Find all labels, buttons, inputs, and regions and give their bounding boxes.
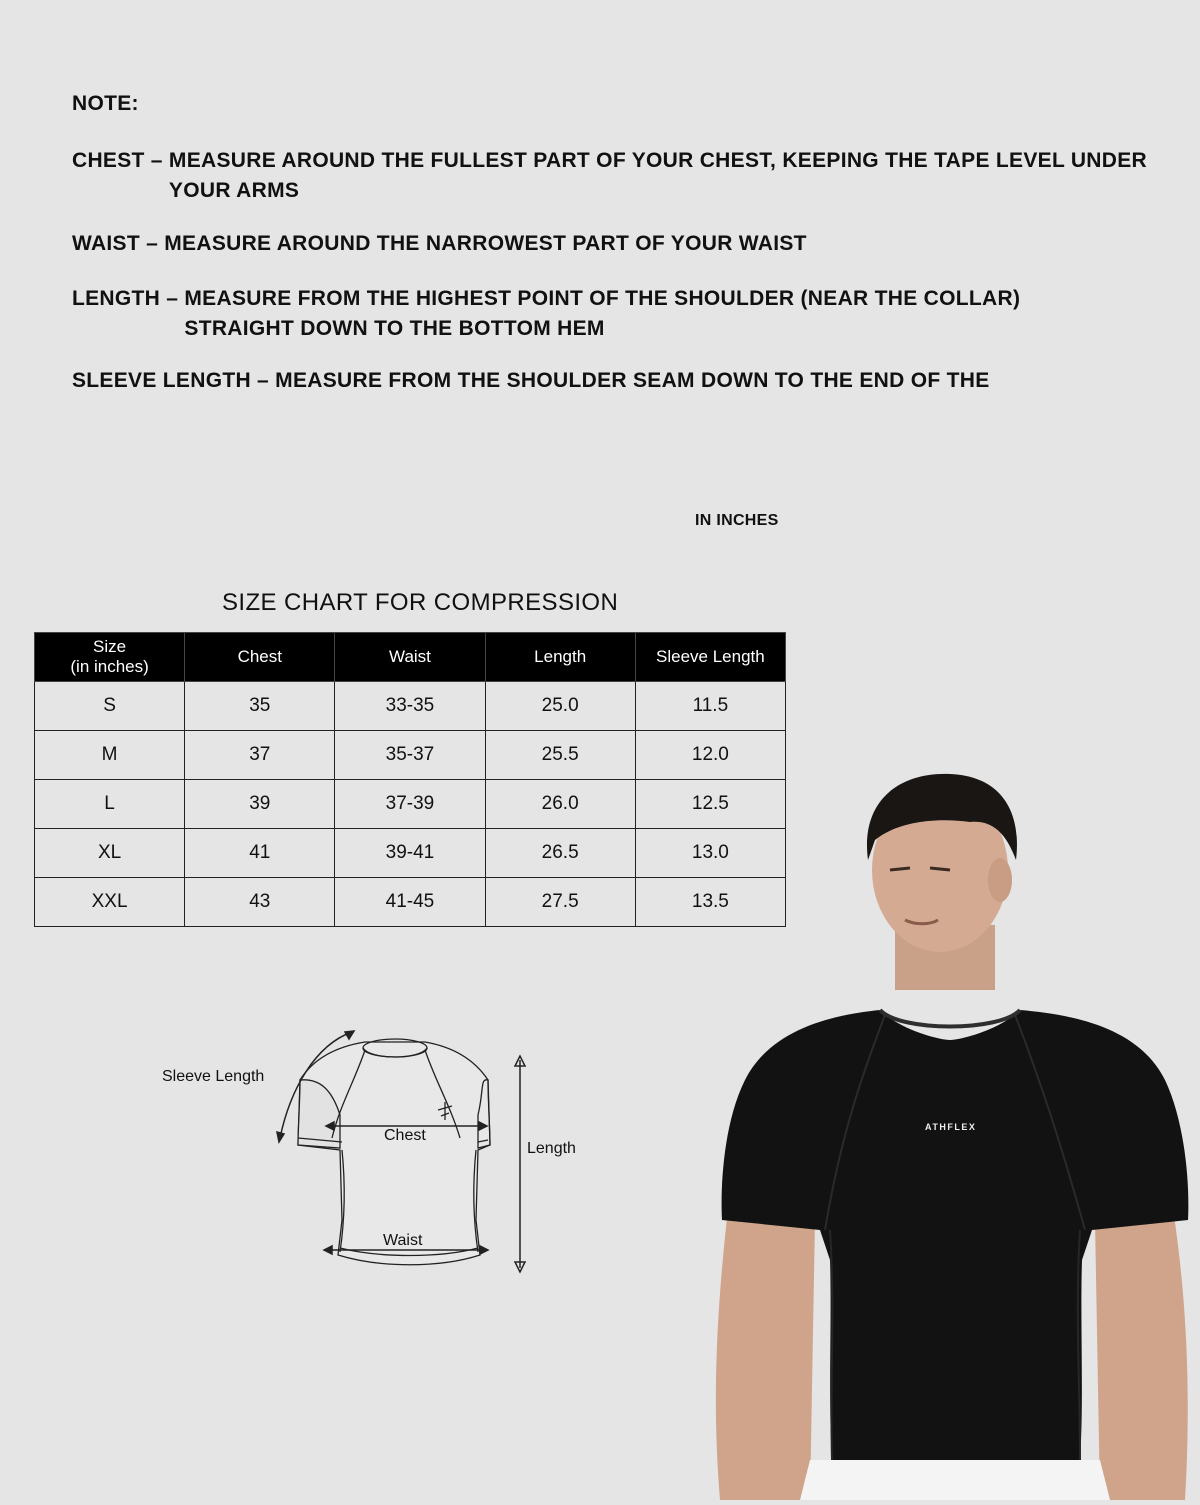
table-row <box>35 682 786 731</box>
cell-waist: 41-45 <box>335 878 485 927</box>
cell-sleeve-length: 13.5 <box>635 878 785 927</box>
cell-waist: 35-37 <box>335 731 485 780</box>
cell-chest: 41 <box>185 829 335 878</box>
note-term: WAIST – <box>72 232 165 255</box>
unit-label: IN INCHES <box>695 512 779 529</box>
table-row <box>35 731 786 780</box>
note-chest <box>72 146 1172 206</box>
note-desc: MEASURE FROM THE SHOULDER SEAM DOWN TO THE END OF THE <box>275 369 990 392</box>
cell-length: 27.5 <box>485 878 635 927</box>
note-sleeve-length <box>72 366 1172 396</box>
cell-size: XL <box>35 829 185 878</box>
waist-label: Waist <box>383 1232 423 1249</box>
chart-title: SIZE CHART FOR COMPRESSION <box>222 589 619 616</box>
note-term: CHEST – <box>72 149 169 172</box>
cell-length: 25.0 <box>485 682 635 731</box>
note-length <box>72 284 1132 344</box>
table-header-row <box>35 633 786 682</box>
note-desc: MEASURE AROUND THE NARROWEST PART OF YOUR WAIST <box>164 232 807 255</box>
header-chest: Chest <box>185 633 335 682</box>
header-length: Length <box>485 633 635 682</box>
chest-label: Chest <box>384 1127 426 1144</box>
cell-waist: 37-39 <box>335 780 485 829</box>
cell-chest: 37 <box>185 731 335 780</box>
sleeve-length-label: Sleeve Length <box>162 1068 265 1085</box>
size-table <box>34 632 786 927</box>
note-term: SLEEVE LENGTH – <box>72 369 276 392</box>
table-row <box>35 878 786 927</box>
cell-chest: 43 <box>185 878 335 927</box>
cell-chest: 35 <box>185 682 335 731</box>
table-row <box>35 829 786 878</box>
cell-sleeve-length: 12.5 <box>635 780 785 829</box>
cell-size: S <box>35 682 185 731</box>
cell-length: 25.5 <box>485 731 635 780</box>
note-term: LENGTH – <box>72 287 185 310</box>
note-desc: MEASURE FROM THE HIGHEST POINT OF THE SHOULDER (NEAR THE COLLAR) STRAIGHT DOWN TO THE BOTTOM HEM <box>184 287 1021 340</box>
cell-waist: 33-35 <box>335 682 485 731</box>
note-title: NOTE: <box>72 92 139 115</box>
cell-size: XXL <box>35 878 185 927</box>
measurement-diagram <box>150 1020 610 1290</box>
header-size: Size (in inches) <box>35 633 185 682</box>
note-waist <box>72 229 1172 259</box>
model-photo <box>700 760 1200 1500</box>
cell-size: M <box>35 731 185 780</box>
cell-sleeve-length: 12.0 <box>635 731 785 780</box>
cell-length: 26.5 <box>485 829 635 878</box>
note-desc: MEASURE AROUND THE FULLEST PART OF YOUR CHEST, KEEPING THE TAPE LEVEL UNDER YOUR ARMS <box>168 149 1147 202</box>
cell-size: L <box>35 780 185 829</box>
cell-waist: 39-41 <box>335 829 485 878</box>
brand-print: ATHFLEX <box>925 1122 977 1132</box>
length-label: Length <box>527 1140 576 1157</box>
cell-chest: 39 <box>185 780 335 829</box>
header-sleeve-length: Sleeve Length <box>635 633 785 682</box>
cell-length: 26.0 <box>485 780 635 829</box>
cell-sleeve-length: 11.5 <box>635 682 785 731</box>
table-row <box>35 780 786 829</box>
cell-sleeve-length: 13.0 <box>635 829 785 878</box>
header-waist: Waist <box>335 633 485 682</box>
